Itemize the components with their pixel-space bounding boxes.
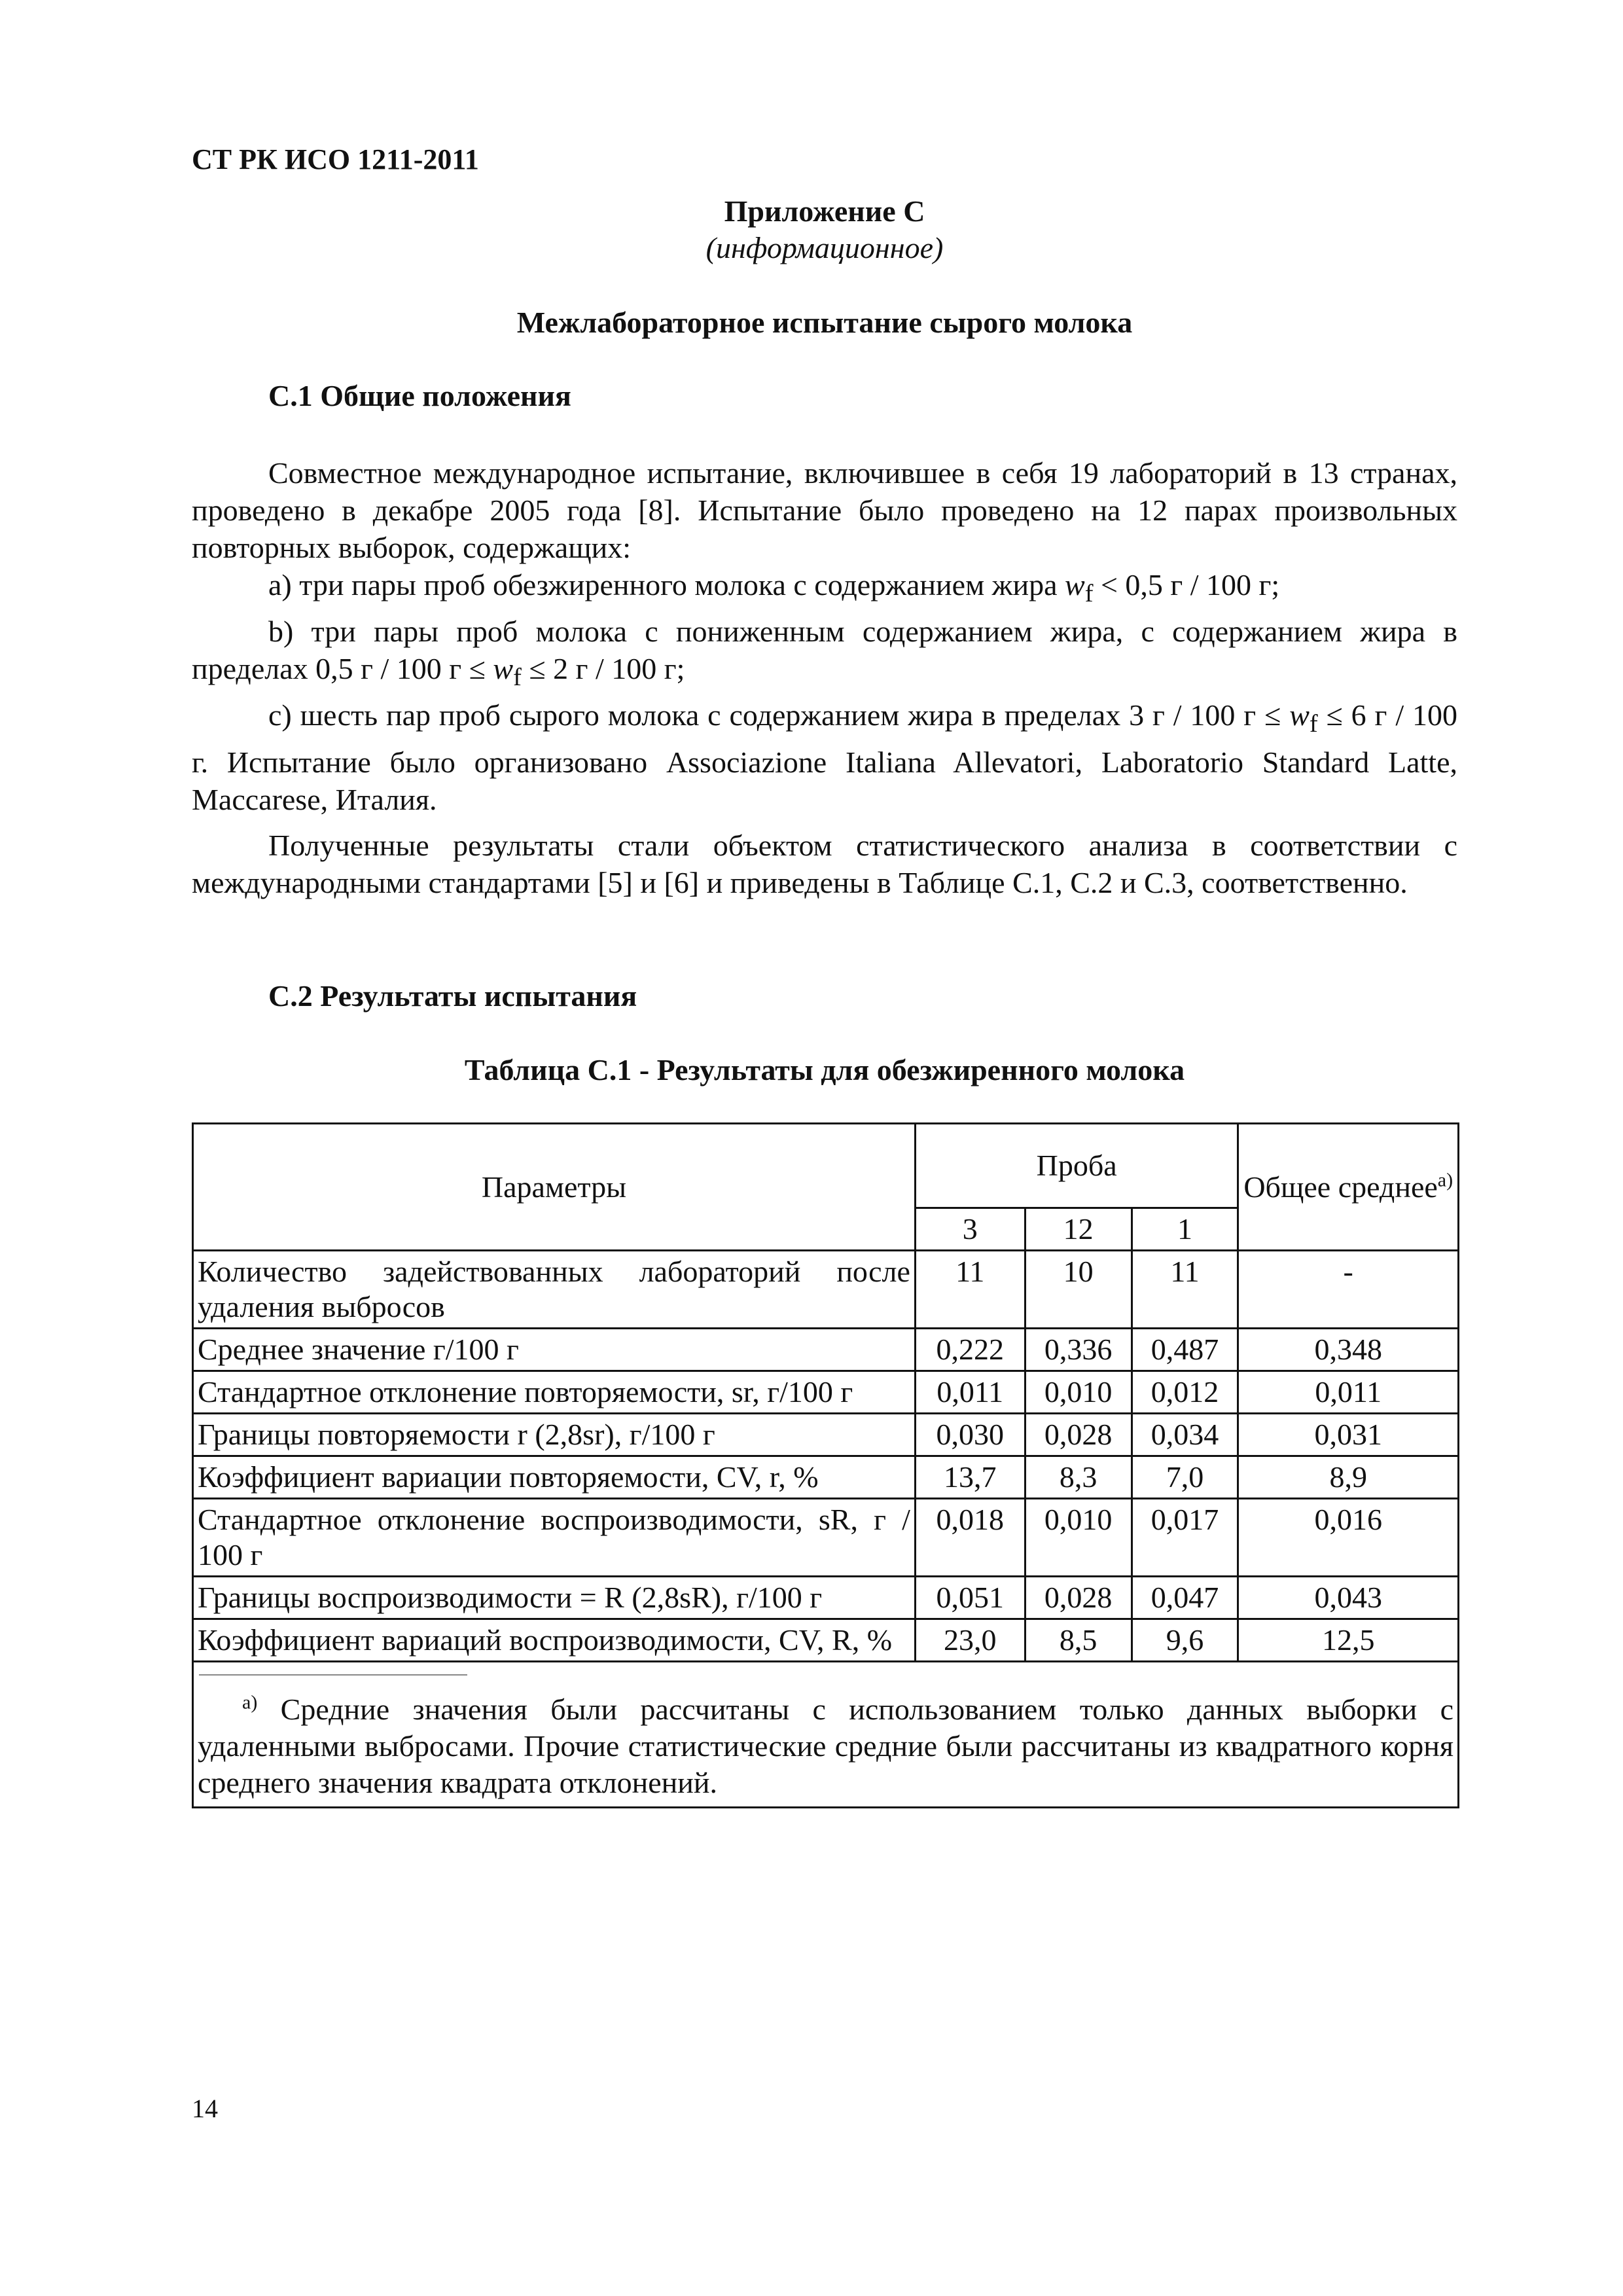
annex-main-title: Межлабораторное испытание сырого молока bbox=[516, 306, 1133, 339]
cell-value: 0,017 bbox=[1132, 1499, 1238, 1577]
table-row bbox=[193, 1329, 1459, 1371]
list-item-a: a) три пары проб обезжиренного молока с содержанием жира $w_f < 0,5$ г / 100 г; bbox=[268, 568, 1280, 608]
header-sample-2: 12 bbox=[1025, 1208, 1132, 1251]
cell-value: 0,012 bbox=[1132, 1371, 1238, 1414]
cell-value: 0,034 bbox=[1132, 1414, 1238, 1456]
cell-average: 12,5 bbox=[1238, 1619, 1459, 1662]
table-row bbox=[193, 1456, 1459, 1499]
table-header-row bbox=[193, 1124, 1459, 1208]
cell-average: 8,9 bbox=[1238, 1456, 1459, 1499]
cell-average: 0,043 bbox=[1238, 1577, 1459, 1619]
table-row bbox=[193, 1619, 1459, 1662]
table-footnote-row bbox=[193, 1662, 1459, 1808]
cell-value: 0,336 bbox=[1025, 1329, 1132, 1371]
cell-average: 0,011 bbox=[1238, 1371, 1459, 1414]
cell-value: 11 bbox=[915, 1251, 1025, 1329]
row-label: Количество задействованных лабораторий после удаления выбросов bbox=[193, 1251, 916, 1329]
row-label: Коэффициент вариаций воспроизводимости, CV, R, % bbox=[193, 1619, 916, 1662]
annex-subtitle: (информационное) bbox=[705, 231, 944, 264]
section-2-title: С.2 Результаты испытания bbox=[268, 979, 637, 1013]
table-row bbox=[193, 1414, 1459, 1456]
cell-value: 7,0 bbox=[1132, 1456, 1238, 1499]
results-table bbox=[192, 1122, 1459, 1808]
section-1-conclusion bbox=[192, 827, 1457, 901]
section-1-body bbox=[192, 454, 1457, 818]
paragraph-conclusion: Полученные результаты стали объектом статистического анализа в соответствии с международными стандартами [5] и [6] и приведены в Таблице С.1, С.2 и С.3, соответственно. bbox=[192, 829, 1457, 899]
cell-value: 0,487 bbox=[1132, 1329, 1238, 1371]
cell-value: 11 bbox=[1132, 1251, 1238, 1329]
cell-value: 8,3 bbox=[1025, 1456, 1132, 1499]
cell-value: 10 bbox=[1025, 1251, 1132, 1329]
row-label: Коэффициент вариации повторяемости, CV, r, % bbox=[193, 1456, 916, 1499]
row-label: Стандартное отклонение повторяемости, sr, г/100 г bbox=[193, 1371, 916, 1414]
table-caption: Таблица С.1 - Результаты для обезжиренного молока bbox=[464, 1053, 1185, 1086]
table-footnote bbox=[193, 1662, 1459, 1808]
header-sample: Проба bbox=[915, 1124, 1238, 1208]
table-row bbox=[193, 1251, 1459, 1329]
list-item-c: c) шесть пар проб сырого молока с содержанием жира в пределах 3 г / 100 $г \le w_f \le 6$ г / 100 г. Испытание было организовано Associazione Italiana Allevatori, Laboratorio Standard Latte, Maccarese, Италия. bbox=[192, 698, 1457, 816]
cell-value: 8,5 bbox=[1025, 1619, 1132, 1662]
row-label: Границы воспроизводимости = R (2,8sR), г/100 г bbox=[193, 1577, 916, 1619]
header-sample-3: 1 bbox=[1132, 1208, 1238, 1251]
row-label: Среднее значение г/100 г bbox=[193, 1329, 916, 1371]
cell-average: 0,348 bbox=[1238, 1329, 1459, 1371]
cell-value: 0,018 bbox=[915, 1499, 1025, 1577]
document-code: СТ РК ИСО 1211-2011 bbox=[192, 143, 479, 175]
cell-value: 0,010 bbox=[1025, 1371, 1132, 1414]
cell-average: 0,016 bbox=[1238, 1499, 1459, 1577]
table-row bbox=[193, 1371, 1459, 1414]
table-row bbox=[193, 1577, 1459, 1619]
header-sample-1: 3 bbox=[915, 1208, 1025, 1251]
row-label: Границы повторяемости r (2,8sr), г/100 г bbox=[193, 1414, 916, 1456]
cell-value: 0,030 bbox=[915, 1414, 1025, 1456]
cell-value: 0,028 bbox=[1025, 1414, 1132, 1456]
row-label: Стандартное отклонение воспроизводимости, sR, г / 100 г bbox=[193, 1499, 916, 1577]
footnote-text: $^{a)}$ Средние значения были рассчитаны с использованием только данных выборки с удаленными выбросами. Прочие статистические средние были рассчитаны из квадратного корня среднего значения квадрата отклонений. bbox=[198, 1691, 1454, 1799]
footnote-separator bbox=[199, 1674, 467, 1676]
cell-value: 0,222 bbox=[915, 1329, 1025, 1371]
cell-value: 9,6 bbox=[1132, 1619, 1238, 1662]
cell-value: 0,011 bbox=[915, 1371, 1025, 1414]
cell-value: 13,7 bbox=[915, 1456, 1025, 1499]
table-row bbox=[193, 1499, 1459, 1577]
cell-average: 0,031 bbox=[1238, 1414, 1459, 1456]
section-1-title: С.1 Общие положения bbox=[268, 379, 571, 412]
cell-value: 0,028 bbox=[1025, 1577, 1132, 1619]
cell-value: 0,010 bbox=[1025, 1499, 1132, 1577]
annex-title: Приложение С bbox=[724, 194, 925, 228]
cell-value: 0,051 bbox=[915, 1577, 1025, 1619]
list-item-b: b) три пары проб молока с пониженным содержанием жира, с содержанием жира в пределах 0,5 г / 100 $г \le w_f \le 2$ г / 100 г; bbox=[192, 615, 1457, 692]
page-number: 14 bbox=[192, 2094, 218, 2123]
header-parameters: Параметры bbox=[193, 1124, 916, 1251]
cell-value: 23,0 bbox=[915, 1619, 1025, 1662]
paragraph-intro: Совместное международное испытание, включившее в себя 19 лабораторий в 13 странах, проведено в декабре 2005 года [8]. Испытание было проведено на 12 парах произвольных повторных выборок, содержащих: bbox=[192, 456, 1457, 564]
cell-average: - bbox=[1238, 1251, 1459, 1329]
header-overall-average: Общее среднее$^{a)}$ bbox=[1238, 1124, 1459, 1251]
cell-value: 0,047 bbox=[1132, 1577, 1238, 1619]
